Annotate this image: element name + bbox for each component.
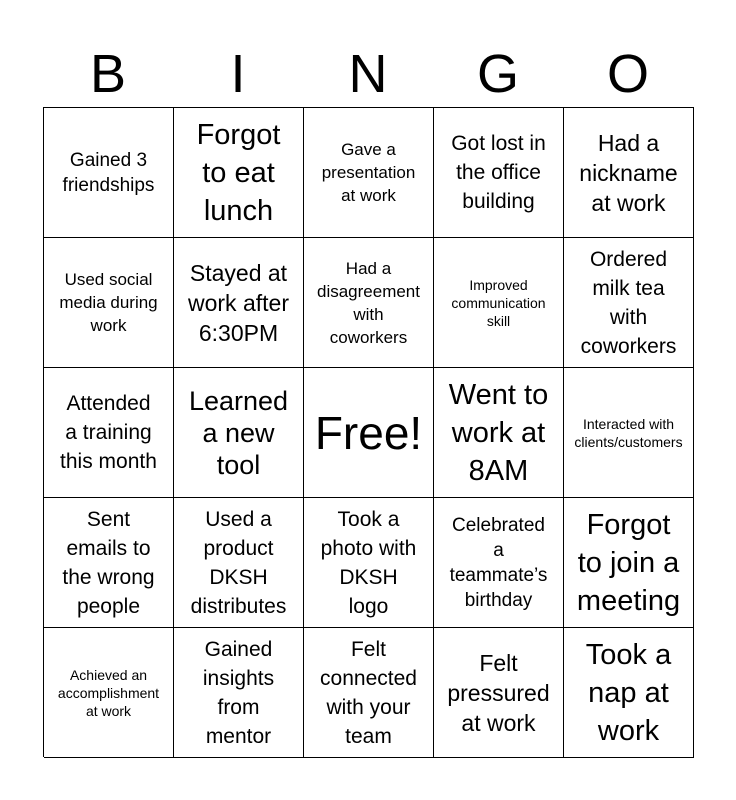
bingo-cell-r4c4[interactable]	[434, 498, 564, 628]
header-letter-b: B	[89, 44, 127, 104]
bingo-cell-r2c5[interactable]	[564, 238, 694, 368]
cell-text: Ordered milk tea with coworkers	[580, 247, 677, 358]
bingo-cell-r2c3[interactable]	[304, 238, 434, 368]
bingo-cell-r5c4[interactable]	[434, 628, 564, 758]
cell-text: Took a photo with DKSH logo	[320, 507, 417, 618]
cell-text: Improved communication skill	[451, 276, 546, 329]
free-space-text: Free!	[314, 406, 423, 459]
cell-text: Learned a new tool	[188, 385, 289, 480]
bingo-cell-r5c1[interactable]	[44, 628, 174, 758]
bingo-cell-r3c2[interactable]	[174, 368, 304, 498]
bingo-cell-r2c1[interactable]	[44, 238, 174, 368]
bingo-cell-r4c2[interactable]	[174, 498, 304, 628]
cell-text: Gave a presentation at work	[321, 140, 416, 205]
cell-text: Used a product DKSH distributes	[190, 507, 287, 618]
cell-text: Gained insights from mentor	[202, 637, 275, 748]
bingo-cell-r1c3[interactable]	[304, 108, 434, 238]
cell-text: Celebrated a teammate’s birthday	[449, 514, 548, 611]
cell-text: Forgot to eat lunch	[196, 118, 281, 227]
cell-text: Had a disagreement with coworkers	[316, 258, 420, 347]
bingo-cell-r1c1[interactable]	[44, 108, 174, 238]
cell-text: Felt connected with your team	[320, 637, 417, 748]
cell-text: Interacted with clients/customers	[574, 415, 683, 450]
cell-text: Gained 3 friendships	[62, 149, 155, 196]
bingo-cell-r5c3[interactable]	[304, 628, 434, 758]
bingo-cell-r3c1[interactable]	[44, 368, 174, 498]
cell-text: Went to work at 8AM	[448, 378, 549, 487]
header-letter-i: I	[230, 44, 246, 104]
bingo-cell-r4c1[interactable]	[44, 498, 174, 628]
header-letter-n: N	[348, 44, 388, 104]
bingo-cell-r1c4[interactable]	[434, 108, 564, 238]
bingo-cell-free[interactable]	[304, 368, 434, 498]
bingo-cell-r5c5[interactable]	[564, 628, 694, 758]
bingo-cell-r1c2[interactable]	[174, 108, 304, 238]
cell-text: Had a nickname at work	[579, 129, 678, 216]
bingo-grid	[43, 107, 694, 757]
cell-text: Stayed at work after 6:30PM	[188, 259, 289, 346]
cell-text: Used social media during work	[59, 270, 158, 335]
bingo-cell-r3c5[interactable]	[564, 368, 694, 498]
bingo-cell-r4c5[interactable]	[564, 498, 694, 628]
bingo-cell-r1c5[interactable]	[564, 108, 694, 238]
cell-text: Attended a training this month	[60, 392, 157, 473]
cell-text: Got lost in the office building	[451, 132, 546, 213]
bingo-cell-r5c2[interactable]	[174, 628, 304, 758]
bingo-cell-r2c2[interactable]	[174, 238, 304, 368]
bingo-cell-r3c4[interactable]	[434, 368, 564, 498]
cell-text: Sent emails to the wrong people	[62, 507, 155, 618]
bingo-cell-r2c4[interactable]	[434, 238, 564, 368]
header-letter-g: G	[476, 44, 519, 104]
bingo-cell-r4c3[interactable]	[304, 498, 434, 628]
bingo-header	[43, 40, 693, 108]
cell-text: Forgot to join a meeting	[576, 508, 681, 617]
cell-text: Felt pressured at work	[447, 649, 550, 736]
cell-text: Achieved an accomplishment at work	[57, 666, 160, 719]
cell-text: Took a nap at work	[585, 638, 672, 747]
header-letter-o: O	[606, 44, 649, 104]
